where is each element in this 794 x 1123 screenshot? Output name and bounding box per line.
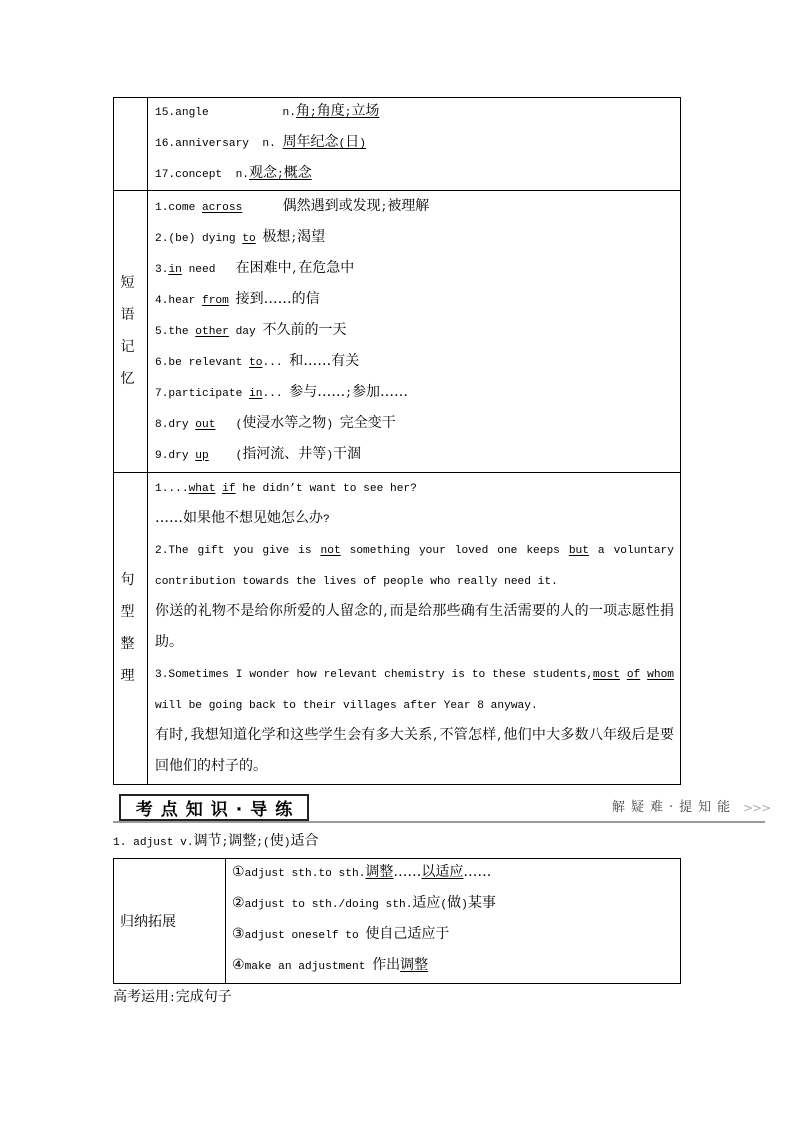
vocabulary-label-cell — [114, 98, 148, 190]
underlined-answer: out — [195, 418, 216, 431]
vocabulary-row — [114, 98, 680, 190]
text-segment: 你送的礼物不是给你所爱的人留念的,而是给那些确有生活需要的人的一项志愿性捐助。 — [155, 602, 675, 650]
sentences-row — [114, 472, 680, 784]
usage-list — [226, 859, 680, 983]
cjk-run: 角 — [296, 103, 310, 119]
underlined-answer — [400, 957, 429, 973]
cjk-run: 指河流、井等 — [242, 445, 327, 462]
vocabulary-list — [148, 98, 680, 190]
cjk-run: 在危急中 — [298, 259, 355, 276]
review-table — [113, 97, 681, 785]
text-segment: (指河流、井等)干涸 — [208, 445, 362, 462]
text-segment — [393, 864, 422, 880]
cjk-run: 使浸水等之物 — [242, 414, 327, 431]
cjk-run: 接到……的信 — [235, 290, 320, 307]
vocab-item-2 — [155, 129, 674, 160]
phrase-item-6 — [155, 348, 674, 379]
section-subtitle: 解疑难·提知能 — [612, 800, 737, 815]
text-segment: ④make an adjustment 作出 — [232, 957, 401, 973]
cjk-run: 完全变干 — [339, 414, 396, 431]
cjk-run: 在困难中 — [235, 259, 292, 276]
text-segment: day 不久前的一天 — [228, 321, 347, 338]
exercise-heading: 高考运用:完成句子 — [113, 989, 232, 1005]
text-segment: something your loved one keeps — [340, 544, 569, 557]
text-segment: 4.hear — [155, 294, 202, 307]
cjk-run: ③ — [232, 926, 245, 942]
text-segment: 极想;渴望 — [262, 228, 326, 245]
text-segment: 8.dry — [155, 418, 196, 431]
cjk-run: 使 — [269, 833, 284, 849]
cjk-run: 他们中大多数八年级后是要回他们的村子的。 — [155, 726, 675, 774]
vocab-item-3 — [155, 160, 674, 191]
underlined-answer: but — [568, 544, 589, 557]
sentence-item-6 — [155, 722, 674, 784]
cjk-run: 调整 — [228, 833, 257, 849]
cjk-run: 以适应 — [421, 864, 464, 880]
phrases-label — [121, 268, 135, 396]
cjk-run: 参与…… — [289, 383, 346, 400]
underlined-answer: in — [168, 263, 182, 276]
text-segment: a voluntary contribution towards the lives of people who really need it. — [155, 544, 674, 588]
sentence-item-1 — [155, 474, 674, 505]
phrases-list — [148, 191, 680, 472]
cjk-run: 角度 — [316, 103, 345, 119]
cjk-run: 使自己适应于 — [365, 926, 450, 942]
underlined-answer: what — [188, 482, 216, 495]
section-title: 考点知识·导练 — [135, 800, 301, 820]
text-segment: ①adjust sth.to sth. — [232, 864, 366, 880]
underlined-answer: of — [626, 668, 641, 681]
cjk-run: 句型整理 — [120, 571, 135, 684]
text-segment: ... 参与……;参加…… — [262, 383, 409, 400]
triple-chevron-icon: >>> — [743, 801, 771, 815]
underlined-answer — [365, 864, 394, 880]
cjk-run: 我想知道化学和这些学生会有多大关系 — [190, 726, 433, 743]
cjk-run: 有时 — [155, 726, 184, 743]
phrases-row — [114, 190, 680, 472]
cjk-run: 周年纪念 — [282, 134, 339, 150]
sentence-item-4 — [155, 598, 674, 660]
cjk-run: 偶然遇到或发现 — [282, 197, 381, 214]
cjk-run: 而是给那些确有生活需要的人的一项志愿性捐助。 — [155, 602, 675, 650]
text-segment: 2.(be) dying — [155, 232, 243, 245]
cjk-run: 导练 — [250, 800, 301, 820]
cjk-run: ④ — [232, 957, 245, 973]
text-segment: ③adjust oneself to 使自己适应于 — [232, 926, 450, 942]
text-segment: 16.anniversary n. — [155, 138, 283, 150]
text-segment: 1.... — [155, 482, 189, 495]
cjk-run: 概念 — [283, 165, 312, 181]
underlined-answer: in — [249, 387, 263, 400]
cjk-run: 归纳拓展 — [120, 914, 176, 930]
cjk-run: 适应 — [412, 895, 441, 911]
text-segment — [229, 290, 320, 307]
text-segment: ……如果他不想见她怎么办? — [155, 509, 330, 526]
underlined-answer: not — [320, 544, 341, 557]
cjk-run: 解疑难 — [612, 800, 670, 815]
cjk-run: 参加…… — [352, 383, 409, 400]
text-segment: 9.dry — [155, 449, 196, 462]
cjk-run: 提知能 — [679, 800, 737, 815]
text-segment: he didn’t want to see her? — [235, 482, 417, 495]
section-divider — [113, 821, 765, 823]
cjk-run: 不管怎样 — [439, 726, 497, 743]
text-segment: 1.come — [155, 201, 202, 214]
text-segment: 7.participate — [155, 387, 249, 400]
text-segment: ... 和……有关 — [262, 352, 360, 369]
sentences-label-cell — [114, 473, 148, 784]
cjk-run: 某事 — [467, 895, 496, 911]
text-segment: 2.The gift you give is — [155, 544, 321, 557]
usage-item-3 — [232, 921, 674, 952]
text-segment: 偶然遇到或发现;被理解 — [282, 197, 430, 214]
section-title-box — [119, 794, 309, 821]
cjk-run: 调节 — [193, 833, 222, 849]
cjk-run: ……如果他不想见她怎么办 — [155, 509, 323, 526]
underlined-answer: from — [202, 294, 229, 307]
underlined-answer: to — [242, 232, 256, 245]
text-segment: will be going back to their villages after Year 8 anyway. — [155, 699, 538, 712]
underlined-answer: to — [249, 356, 263, 369]
cjk-run: 观念 — [249, 165, 277, 181]
phrase-item-9 — [155, 441, 674, 472]
phrase-item-7 — [155, 379, 674, 410]
cjk-run: 适合 — [290, 833, 319, 849]
underlined-answer: 周年纪念(日) — [282, 134, 366, 150]
text-segment: 6.be relevant — [155, 356, 249, 369]
usage-item-2 — [232, 890, 674, 921]
vocab-item-1 — [155, 98, 674, 129]
point-heading: 1. adjust v.调节;调整;(使)适合 — [113, 833, 319, 849]
text-segment: (使浸水等之物) 完全变干 — [215, 414, 396, 431]
sentence-item-3 — [155, 536, 674, 598]
text-segment: 3. — [155, 263, 169, 276]
cjk-run: 日 — [345, 134, 360, 150]
cjk-run: …… — [463, 864, 492, 880]
cjk-run: 短语记忆 — [120, 274, 135, 387]
summary-label-cell — [114, 859, 226, 983]
cjk-run: 极想 — [262, 228, 291, 245]
phrase-item-3 — [155, 255, 674, 286]
cjk-run: 调整 — [365, 864, 394, 880]
text-segment — [620, 669, 627, 681]
cjk-run: ① — [232, 864, 245, 880]
text-segment — [463, 864, 492, 880]
cjk-run: 渴望 — [297, 228, 326, 245]
cjk-run: 作出 — [372, 957, 401, 973]
underlined-answer — [421, 864, 464, 880]
underlined-answer: across — [202, 201, 243, 214]
phrases-label-cell — [114, 191, 148, 472]
underlined-answer: 角;角度;立场 — [296, 103, 380, 119]
text-segment: 17.concept n. — [155, 169, 249, 181]
phrase-item-5 — [155, 317, 674, 348]
cjk-run: ② — [232, 895, 245, 911]
phrase-item-1 — [155, 193, 674, 224]
underlined-answer: 观念;概念 — [249, 165, 312, 181]
underlined-answer: most — [593, 668, 620, 681]
cjk-run: …… — [393, 864, 422, 880]
phrase-item-8 — [155, 410, 674, 441]
underlined-answer: whom — [647, 668, 675, 681]
text-segment: 有时,我想知道化学和这些学生会有多大关系,不管怎样,他们中大多数八年级后是要回他们的村子的。 — [155, 726, 675, 774]
sentence-item-2 — [155, 505, 674, 536]
text-segment: 3.Sometimes I wonder how relevant chemistry is to these students, — [155, 668, 594, 681]
phrase-item-2 — [155, 224, 674, 255]
cjk-run: 做 — [447, 895, 462, 911]
underlined-answer: up — [195, 449, 209, 462]
underlined-answer: other — [195, 325, 229, 338]
summary-label — [120, 911, 176, 931]
cjk-run: 考点知识 — [135, 800, 236, 820]
text-segment: 5.the — [155, 325, 196, 338]
cjk-run: 调整 — [400, 957, 429, 973]
cjk-run: 干涸 — [333, 445, 362, 462]
cjk-run: 完成句子 — [175, 989, 232, 1005]
cjk-run: 被理解 — [387, 197, 430, 214]
sentences-label — [121, 565, 135, 693]
cjk-run: 高考运用 — [113, 989, 169, 1005]
underlined-answer: if — [222, 482, 236, 495]
sentences-list — [148, 473, 680, 784]
summary-table — [113, 858, 681, 984]
cjk-run: 不久前的一天 — [262, 321, 347, 338]
text-segment: ②adjust to sth./doing sth.适应(做)某事 — [232, 895, 496, 911]
text-segment: need 在困难中,在危急中 — [181, 259, 355, 276]
phrase-item-4 — [155, 286, 674, 317]
usage-item-4 — [232, 952, 674, 983]
sentence-item-5 — [155, 660, 674, 722]
cjk-run: 你送的礼物不是给你所爱的人留念的 — [155, 602, 383, 619]
usage-item-1 — [232, 859, 674, 890]
cjk-run: 和……有关 — [289, 352, 360, 369]
cjk-run: 立场 — [351, 103, 380, 119]
text-segment: 15.angle n. — [155, 107, 296, 119]
